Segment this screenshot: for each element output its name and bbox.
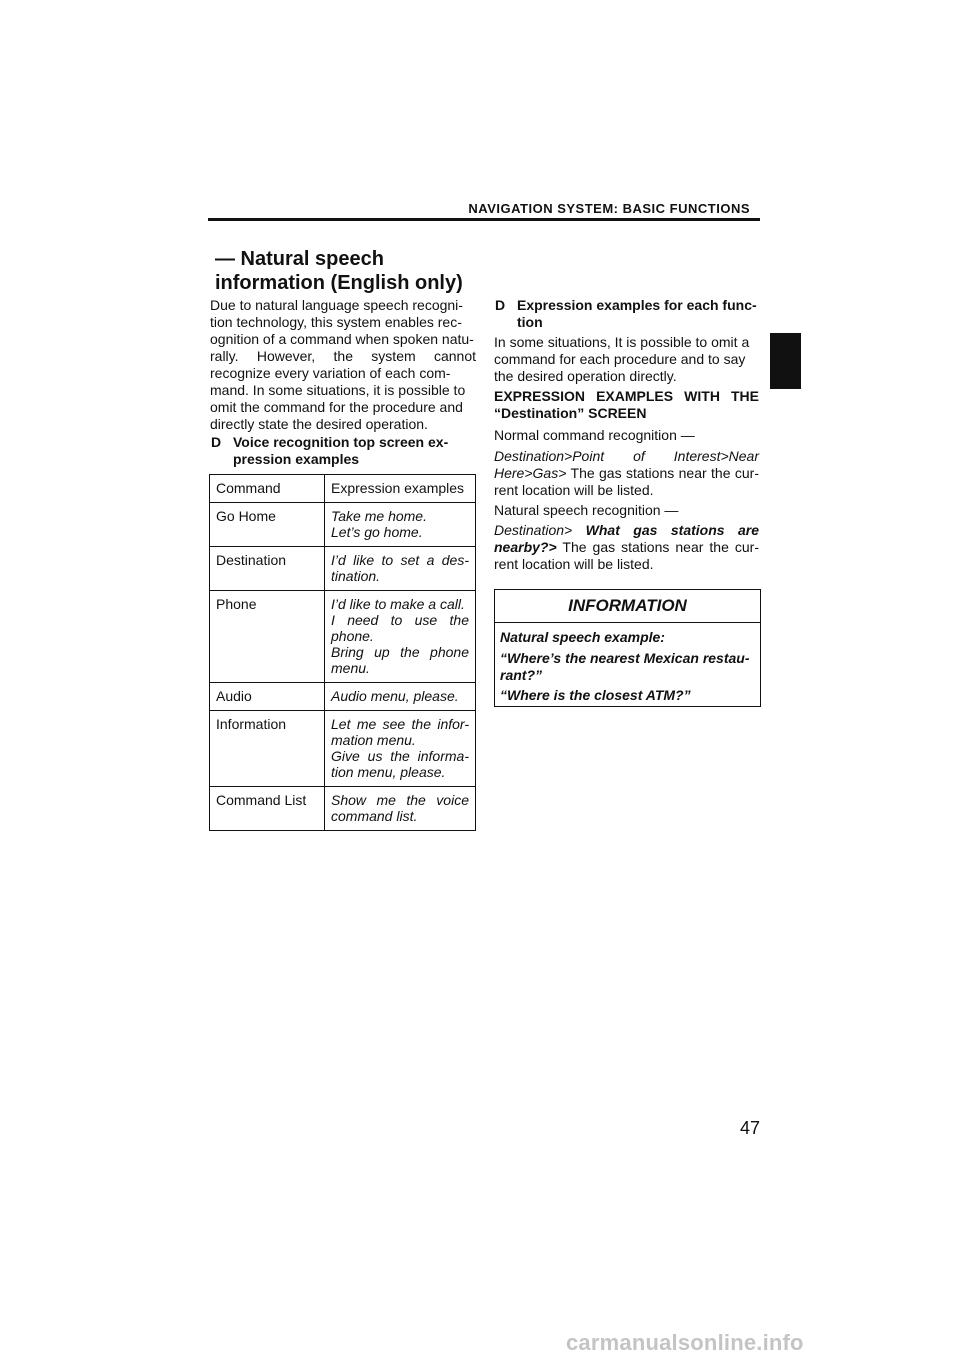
examples-cell [325,547,476,591]
example-line: Give us the informa- [331,748,469,764]
table-row [210,787,476,831]
natural-cmd-line [494,522,759,539]
command-table [209,474,476,831]
running-header: NAVIGATION SYSTEM: BASIC FUNCTIONS [468,201,750,216]
normal-cmd-path: Here>Gas> [494,465,567,481]
normal-result-text: rent location will be listed. [494,482,654,498]
bullet-diamond-icon: D [495,297,506,313]
intro-line: omit the command for the procedure and [210,399,463,415]
example-line: tion menu, please. [331,764,446,780]
bullet-line: Expression examples for each func- [517,297,757,313]
table-row [210,683,476,711]
info-line: rant?” [500,667,542,683]
normal-cmd-line [494,448,759,465]
example-line: phone. [331,628,374,644]
example-line: Audio menu, please. [331,688,459,704]
intro-line: tion technology, this system enables rec- [210,314,462,330]
example-line: Show me the voice [331,792,469,808]
command-cell: Command List [210,787,325,831]
normal-recognition-example [494,448,759,499]
example-line: Let’s go home. [331,524,423,540]
command-cell: Phone [210,591,325,683]
intro-line: directly state the desired operation. [210,416,428,432]
bullet-line: pression examples [233,451,360,467]
natural-cmd-line [494,539,759,556]
bullet-diamond-icon: D [211,434,222,450]
table-header-row [210,475,476,503]
natural-recognition-label: Natural speech recognition — [494,502,679,518]
info-line: “Where’s the nearest Mexican restau- [500,650,750,666]
intro-paragraph [210,297,476,433]
example-line: tination. [331,568,381,584]
normal-recognition-label: Normal command recognition — [494,427,695,443]
natural-result-text: rent location will be listed. [494,556,654,572]
example-line: mation menu. [331,732,416,748]
bullet-text [233,434,476,468]
para-line: command for each procedure and to say [494,351,746,367]
example-line: menu. [331,660,370,676]
intro-line: rally. However, the system cannot [210,348,476,364]
example-line: Take me home. [331,508,427,524]
page-number: 47 [739,1118,760,1138]
section-title-line1: — Natural speech [215,248,384,270]
table-row [210,503,476,547]
command-cell: Audio [210,683,325,711]
section-title-line2: information (English only) [215,272,463,294]
info-line: Natural speech example: [500,629,665,645]
table-row [210,591,476,683]
natural-cmd-prefix: Destination> [494,522,573,538]
table-header-examples: Expression examples [325,475,476,503]
heading-line: EXPRESSION EXAMPLES WITH THE [494,388,759,404]
example-line: command list. [331,808,418,824]
intro-line: Due to natural language speech recogni- [210,297,463,313]
information-box [494,589,761,707]
bullet-text [517,297,759,331]
bullet-line: Voice recognition top screen ex- [233,434,449,450]
table-row [210,711,476,787]
bullet-line: tion [517,314,543,330]
intro-line: mand. In some situations, it is possible to [210,382,466,398]
intro-line: recognize every variation of each com- [210,365,451,381]
para-line: the desired operation directly. [494,368,677,384]
information-title: INFORMATION [495,590,760,623]
normal-cmd-line [494,465,759,482]
example-line: I’d like to set a des- [331,552,469,568]
examples-cell [325,503,476,547]
omit-command-paragraph [494,334,759,385]
command-cell: Go Home [210,503,325,547]
natural-cmd-phrase: nearby?> [494,539,557,555]
example-line: I’d like to make a call. [331,596,465,612]
section-tab-marker [770,333,801,389]
normal-cmd-path: Destination>Point of Interest>Near [494,448,759,464]
natural-recognition-example [494,522,759,573]
table-header-command: Command [210,475,325,503]
examples-cell [325,711,476,787]
normal-result-text: The gas stations near the cur- [566,465,759,481]
command-cell: Information [210,711,325,787]
example-line: Bring up the phone [331,644,469,660]
header-rule [208,218,760,221]
natural-result-text: The gas stations near the cur- [556,539,759,555]
example-line: I need to use the [331,612,469,628]
bullet-voice-recognition [211,434,476,468]
info-line: “Where is the closest ATM?” [500,687,691,703]
watermark: carmanualsonline.info [566,1330,804,1355]
command-cell: Destination [210,547,325,591]
bullet-expression-examples [495,297,759,331]
section-title [215,247,515,295]
natural-cmd-phrase: What gas stations are [585,522,759,538]
examples-cell [325,787,476,831]
expression-heading [494,388,759,422]
examples-cell [325,591,476,683]
intro-line: ognition of a command when spoken natu- [210,331,474,347]
heading-line: “Destination” SCREEN [494,405,647,421]
example-line: Let me see the infor- [331,716,469,732]
examples-cell [325,683,476,711]
para-line: In some situations, It is possible to omit a [494,334,750,350]
table-row [210,547,476,591]
